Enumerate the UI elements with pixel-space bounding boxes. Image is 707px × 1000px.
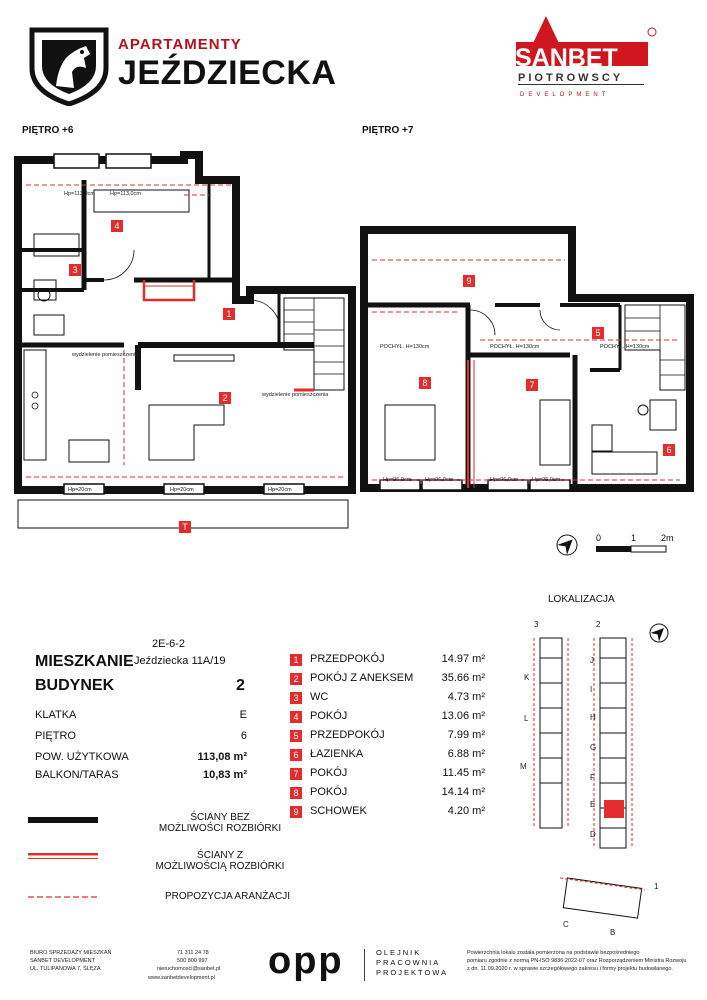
room-area: 14.97 m² bbox=[441, 653, 485, 665]
room-no: 6 bbox=[290, 749, 302, 761]
developer-sub: PIOTROWSCY bbox=[518, 72, 624, 84]
room-no: 9 bbox=[290, 806, 302, 818]
floor-plan-6 bbox=[14, 150, 359, 535]
legend-line1: ŚCIANY BEZ bbox=[190, 812, 250, 823]
location-north-icon bbox=[648, 622, 670, 644]
loc-letter-g: G bbox=[590, 743, 597, 752]
apartment-address: Jeździecka 11A/19 bbox=[134, 655, 226, 667]
loc-letter-k: K bbox=[524, 673, 530, 682]
room-marker-5: 5 bbox=[592, 327, 604, 339]
loc-letter-b: B bbox=[610, 928, 616, 937]
room-name: ŁAZIENKA bbox=[310, 748, 364, 760]
developer-name: SANBET bbox=[515, 44, 618, 72]
footer-phone2: 500 800 997 bbox=[177, 958, 208, 964]
room-name: POKÓJ bbox=[310, 710, 348, 722]
row-klatka-value: E bbox=[239, 709, 247, 721]
hp-label-c: Hp=20cm bbox=[68, 487, 92, 493]
footer-phone1: 71 311 24 78 bbox=[177, 950, 209, 956]
room-name: POKÓJ bbox=[310, 767, 348, 779]
loc-letter-l: L bbox=[524, 714, 529, 723]
room-row-1 bbox=[290, 653, 485, 667]
row-pietro-label: PIĘTRO bbox=[35, 730, 76, 742]
olejnik-line1: OLEJNIK bbox=[376, 948, 422, 957]
room-marker-9: 9 bbox=[463, 275, 475, 287]
label-mieszkanie: MIESZKANIE bbox=[35, 653, 134, 670]
room-name: PRZEDPOKÓJ bbox=[310, 729, 385, 741]
room-row-3 bbox=[290, 691, 485, 705]
room-name: SCHOWEK bbox=[310, 805, 367, 817]
disclaimer-line1: Powierzchnia lokalu została pomierzona na podstawie bezpośredniego bbox=[467, 950, 640, 956]
footer-divider bbox=[364, 949, 365, 981]
room-row-4 bbox=[290, 710, 485, 724]
row-pow-label: POW. UŻYTKOWA bbox=[35, 751, 129, 763]
wing-label-3: 3 bbox=[534, 620, 539, 629]
room-row-9 bbox=[290, 805, 485, 819]
footer-office-title: BIURO SPRZEDAŻY MIESZKAŃ bbox=[30, 950, 112, 956]
legend-removable bbox=[150, 850, 290, 872]
room-marker-2: 2 bbox=[219, 392, 231, 404]
olejnik-line2: PRACOWNIA bbox=[376, 958, 441, 967]
room-row-7 bbox=[290, 767, 485, 781]
room-no: 5 bbox=[290, 730, 302, 742]
room-row-8 bbox=[290, 786, 485, 800]
room-marker-terrace: T bbox=[179, 521, 191, 533]
loc-letter-e: E bbox=[590, 800, 596, 809]
opp-logo: opp bbox=[268, 940, 344, 982]
legend-swatch-removable-wall bbox=[28, 853, 98, 861]
ventilation-label-1: wydzielenie pomieszczenia bbox=[72, 352, 139, 358]
row-balkon-value: 10,83 m² bbox=[202, 769, 247, 781]
hp-label-i: Hp=96,0cm bbox=[532, 477, 561, 483]
brand-title-line1: APARTAMENTY bbox=[118, 36, 242, 53]
room-name: POKÓJ Z ANEKSEM bbox=[310, 672, 414, 684]
room-area: 14.14 m² bbox=[441, 786, 485, 798]
row-pietro-value: 6 bbox=[240, 730, 247, 742]
ventilation-label-2: wydzielenie pomieszczenia bbox=[262, 392, 329, 398]
legend-swatch-proposal bbox=[28, 895, 98, 899]
row-balkon-label: BALKON/TARAS bbox=[35, 769, 119, 781]
room-name: PRZEDPOKÓJ bbox=[310, 653, 385, 665]
disclaimer-line3: z dn. 11.09.2020 r. w sprawie szczegółowego zakresu i formy projektu budowlanego. bbox=[467, 966, 673, 972]
room-area: 6.88 m² bbox=[447, 748, 485, 760]
room-area: 11.45 m² bbox=[442, 767, 485, 779]
hp-label-b: Hp=113,0cm bbox=[110, 191, 141, 197]
footer-office-street: UL. TULIPANOWA 7, ŚLĘZA bbox=[30, 966, 101, 972]
horse-shield-logo bbox=[28, 24, 110, 106]
developer-tag: DEVELOPMENT bbox=[520, 92, 610, 98]
room-no: 3 bbox=[290, 692, 302, 704]
loc-letter-i: I bbox=[590, 685, 593, 694]
label-budynek: BUDYNEK bbox=[35, 677, 115, 694]
scale-zero: 0 bbox=[596, 533, 602, 543]
loc-letter-h: H bbox=[590, 713, 596, 722]
hp-label-e: Hp=20cm bbox=[268, 487, 292, 493]
room-marker-1: 1 bbox=[223, 308, 235, 320]
legend-swatch-permanent-wall bbox=[28, 817, 98, 823]
room-area: 35.66 m² bbox=[441, 672, 485, 684]
slope-label-3: POCHYŁ. H=130cm bbox=[600, 344, 650, 350]
wing-label-1: 1 bbox=[654, 882, 659, 891]
room-no: 4 bbox=[290, 711, 302, 723]
footer-office-company: SANBET DEVELOPMENT bbox=[30, 958, 95, 964]
scale-bar bbox=[596, 545, 668, 553]
room-row-2 bbox=[290, 672, 485, 686]
row-klatka-label: KLATKA bbox=[35, 709, 77, 721]
loc-letter-d: D bbox=[590, 830, 596, 839]
loc-letter-f: F bbox=[590, 773, 595, 782]
location-title: LOKALIZACJA bbox=[548, 594, 615, 605]
slope-label-1: POCHYŁ. H=130cm bbox=[380, 344, 430, 350]
room-no: 2 bbox=[290, 673, 302, 685]
disclaimer-line2: pomiaru zgodnie z normą PN-ISO 9836:2022-07 oraz Rozporządzeniem Ministra Rozwoju bbox=[467, 958, 687, 964]
hp-label-d: Hp=20cm bbox=[170, 487, 194, 493]
hp-label-g: Hp=96,0cm bbox=[425, 477, 454, 483]
hp-label-a: Hp=113,0cm bbox=[64, 191, 95, 197]
olejnik-logo bbox=[376, 948, 448, 978]
loc-letter-j: J bbox=[590, 656, 594, 665]
legend-permanent bbox=[150, 812, 290, 834]
room-marker-4: 4 bbox=[111, 220, 123, 232]
room-area: 13.06 m² bbox=[441, 710, 485, 722]
room-area: 4.20 m² bbox=[447, 805, 485, 817]
legend-line1: ŚCIANY Z bbox=[197, 850, 243, 861]
legend-proposal: PROPOZYCJA ARANŻACJI bbox=[164, 891, 290, 902]
apartment-code: 2E-6-2 bbox=[152, 638, 186, 650]
hp-label-h: Hp=96,0cm bbox=[490, 477, 519, 483]
room-marker-7: 7 bbox=[526, 379, 538, 391]
loc-letter-c: C bbox=[563, 920, 569, 929]
room-no: 8 bbox=[290, 787, 302, 799]
hp-label-f: Hp=96,0cm bbox=[383, 477, 412, 483]
room-name: POKÓJ bbox=[310, 786, 348, 798]
floor6-label: PIĘTRO +6 bbox=[22, 125, 74, 136]
room-no: 7 bbox=[290, 768, 302, 780]
room-marker-3: 3 bbox=[69, 264, 81, 276]
legend-line2: MOŻLIWOŚCI ROZBIÓRKI bbox=[158, 823, 282, 834]
footer-email[interactable]: nieruchomosci@sanbet.pl bbox=[157, 966, 221, 972]
floor7-label: PIĘTRO +7 bbox=[362, 125, 414, 136]
room-name: WC bbox=[310, 691, 329, 703]
room-row-5 bbox=[290, 729, 485, 743]
room-area: 4.73 m² bbox=[447, 691, 485, 703]
wing-label-2: 2 bbox=[596, 620, 601, 629]
room-marker-6: 6 bbox=[663, 444, 675, 456]
north-arrow-icon bbox=[555, 533, 579, 557]
floor-plan-7 bbox=[360, 220, 700, 510]
brand-title-line2: JEŹDZIECKA bbox=[118, 54, 337, 92]
room-row-6 bbox=[290, 748, 485, 762]
scale-two: 2m bbox=[661, 533, 674, 543]
olejnik-line3: PROJEKTOWA bbox=[376, 968, 449, 977]
room-area: 7.99 m² bbox=[447, 729, 485, 741]
location-map bbox=[520, 628, 650, 928]
slope-label-2: POCHYŁ. H=130cm bbox=[490, 344, 540, 350]
legend-line2: MOŻLIWOŚCIĄ ROZBIÓRKI bbox=[155, 861, 285, 872]
scale-one: 1 bbox=[631, 533, 637, 543]
loc-letter-m: M bbox=[520, 762, 527, 771]
budynek-value: 2 bbox=[236, 677, 245, 694]
row-pow-value: 113,08 m² bbox=[197, 751, 247, 763]
room-marker-8: 8 bbox=[419, 377, 431, 389]
footer-web[interactable]: www.sanbetdevelopment.pl bbox=[148, 975, 215, 981]
room-no: 1 bbox=[290, 654, 302, 666]
